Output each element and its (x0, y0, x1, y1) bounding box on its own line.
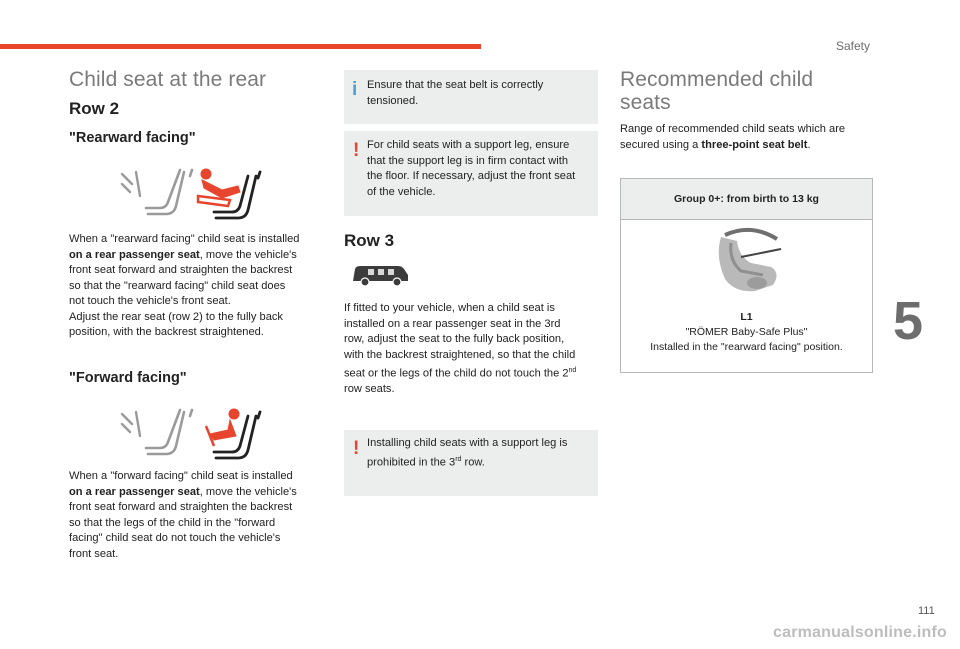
rearward-heading: "Rearward facing" (69, 130, 196, 146)
child-seat-table (620, 178, 873, 373)
child-seat-red-icon (198, 169, 240, 206)
vehicle-seats-icon (350, 263, 410, 287)
recommended-intro: Range of recommended child seats which are secured using a three-point seat belt. (620, 123, 846, 151)
info-box (344, 70, 598, 124)
section-label: Safety (836, 39, 871, 53)
warning-mark-icon: ! (353, 438, 360, 459)
info-text: Ensure that the seat belt is correctly tensioned. (367, 79, 544, 107)
recommended-title: Recommended child seats (620, 68, 814, 114)
forward-paragraph: When a "forward facing" child seat is installed on a rear passenger seat, move the vehicle's front seat forward and straighten the backrest so that the legs of the child in the "forward facing" child seat do not touch the vehicle's front seat. (69, 470, 297, 560)
warning-text: Installing child seats with a support leg is prohibited in the 3rd row. (367, 437, 568, 469)
seat-category-code: L1 (740, 311, 753, 323)
seat-model-name: "RÖMER Baby-Safe Plus" (685, 326, 808, 338)
seat-installation-note: Installed in the "rearward facing" position. (650, 341, 843, 353)
chapter-number: 5 (893, 291, 924, 351)
info-mark-icon: i (352, 79, 358, 100)
page-title: Child seat at the rear (69, 68, 267, 91)
front-seat-icon (146, 170, 192, 214)
front-seat-icon (146, 410, 192, 454)
warning-text: For child seats with a support leg, ensure that the support leg is in firm contact with the floor. If necessary, adjust the front seat of the vehicle. (367, 139, 576, 198)
page-number: 111 (918, 605, 935, 617)
warning-box-support-leg (344, 131, 598, 216)
row3-heading: Row 3 (344, 231, 395, 250)
row3-paragraph: If fitted to your vehicle, when a child seat is installed on a rear passenger seat in the 3rd row, adjust the seat to the fully back position, with the backrest straightened, so that the child seat or the legs of the child do not touch the 2nd row seats. (344, 302, 577, 396)
warning-box-row3 (344, 430, 598, 496)
windscreen-icon (122, 412, 140, 436)
warning-mark-icon: ! (353, 140, 360, 161)
table-header: Group 0+: from birth to 13 kg (621, 179, 872, 220)
row2-heading: Row 2 (69, 99, 120, 118)
forward-heading: "Forward facing" (69, 370, 187, 386)
windscreen-icon (122, 172, 140, 196)
header-accent-bar (0, 44, 481, 49)
child-seat-red-icon (206, 409, 239, 446)
forward-facing-illustration (118, 406, 263, 460)
rearward-facing-illustration (118, 166, 263, 220)
footer-watermark: carmanualsonline.info (773, 624, 948, 641)
rearward-paragraph: When a "rearward facing" child seat is installed on a rear passenger seat, move the vehicle's front seat forward and straighten the backrest so that the "rearward facing" child seat does not touch the vehicle's front seat. Adjust the rear seat (row 2) to the fully back position, with the backrest straightened. (69, 233, 300, 338)
baby-seat-image (711, 227, 783, 297)
